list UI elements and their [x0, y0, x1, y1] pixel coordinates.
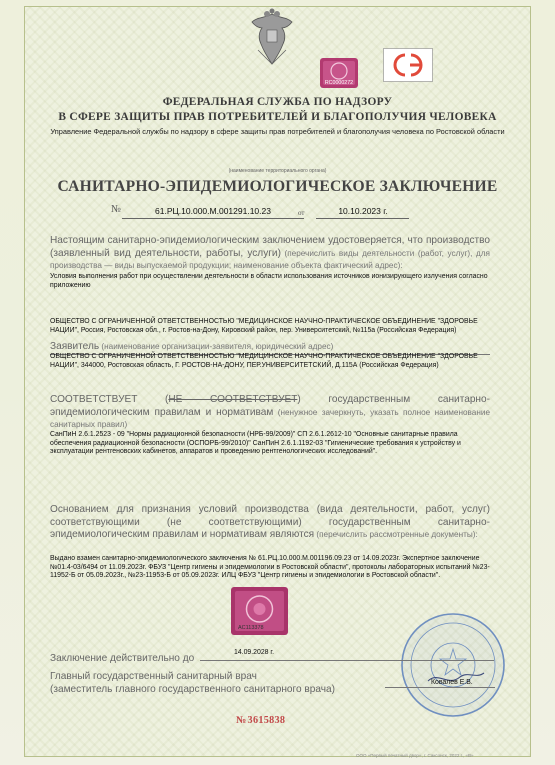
serial-sign: №	[236, 715, 247, 726]
validity-underline	[200, 660, 494, 661]
date-label: от	[298, 209, 305, 217]
activity-description: Условия выполнения работ при осуществлении деятельности в области использования источников ионизирующего излучения согласно приложению	[50, 273, 488, 289]
official-stamp-icon	[398, 609, 508, 721]
number-label: №	[111, 204, 122, 215]
agency-title-line1: ФЕДЕРАЛЬНАЯ СЛУЖБА ПО НАДЗОРУ	[162, 96, 393, 108]
sanitary-norms: СанПиН 2.6.1.2523 - 09 "Нормы радиационной безопасности (НРБ-99/2009)" СП 2.6.1.2612-10 "Основные санитарные правила обеспечения радиационной безопасности (ОСПОРБ-99/2010)" СанПиН 2.6.1.1192-03 "Гигиенические требования к устройству и эксплуатации рентгеновских кабинетов, аппаратов и проведению рентгенологических исследований".	[50, 431, 461, 456]
serial-value: 3615838	[247, 715, 286, 726]
hologram-sticker-code: AC113378	[238, 625, 264, 631]
hologram-seal-icon	[320, 58, 358, 88]
supporting-documents: Выдано взамен санитарно-эпидемиологического заключения № 61.РЦ.10.000.М.001196.09.23 от 14.09.2023г. Экспертное заключение №01.4-03/6494 от 11.09.2023г. ФБУЗ "Центр гигиены и эпидемиологии в Ростовской области", протоколы лабораторных испытаний №23-11952-Б от 05.09.2023г., №23-11953-Б от 05.09.2023г. ИЛЦ ФБУЗ "Центр гигиены и эпидемиологии в Ростовской области".	[50, 555, 490, 580]
basis-text: Основанием для признания условий производства (вида деятельности, работ, услуг) соответствующими (не соответствующими) государственным санитарно-эпидемиологическим правилам и нормативам являются	[50, 504, 490, 540]
chief-title-line2: (заместитель главного государственного санитарного врача)	[50, 683, 335, 695]
validity-label: Заключение действительно до	[50, 653, 195, 664]
document-date: 10.10.2023 г.	[338, 206, 388, 216]
intro-hint: (перечислить виды деятельности (работ, услуг), для производства — виды выпускаемой продукции; наименование объекта фактический адрес):	[50, 248, 490, 270]
number-underline	[122, 218, 304, 219]
chief-title-line1: Главный государственный санитарный врач	[50, 671, 257, 682]
object-organization: ОБЩЕСТВО С ОГРАНИЧЕННОЙ ОТВЕТСТВЕННОСТЬЮ "МЕДИЦИНСКОЕ НАУЧНО-ПРАКТИЧЕСКОЕ ОБЪЕДИНЕНИЕ "ЗДОРОВЬЕ НАЦИИ", Россия, Ростовская обл., г. Ростов-на-Дону, Кировский район, пер. Университетский, №115а (Российская Федерация)	[50, 318, 478, 334]
validity-date: 14.09.2028 г.	[234, 649, 274, 656]
signature-line	[385, 687, 495, 688]
date-underline	[316, 218, 409, 219]
agency-title	[40, 95, 515, 125]
document-title: САНИТАРНО-ЭПИДЕМИОЛОГИЧЕСКОЕ ЗАКЛЮЧЕНИЕ	[57, 178, 498, 195]
basis-statement	[50, 504, 490, 542]
signer-name: Ковалев Е.В.	[431, 679, 473, 686]
intro-text: Настоящим санитарно-эпидемиологическим заключением удостоверяется, что производство (заявленный вид деятельности, работы, услуги)	[50, 235, 490, 259]
applicant-organization: ОБЩЕСТВО С ОГРАНИЧЕННОЙ ОТВЕТСТВЕННОСТЬЮ "МЕДИЦИНСКОЕ НАУЧНО-ПРАКТИЧЕСКОЕ ОБЪЕДИНЕНИЕ "ЗДОРОВЬЕ НАЦИИ", 344000, Ростовская область, Г. РОСТОВ-НА-ДОНУ, ПЕР.УНИВЕРСИТЕТСКИЙ, Д.115А (Российская Федерация)	[50, 353, 478, 369]
conform-struck: НЕ СООТВЕТСТВУЕТ	[168, 394, 298, 405]
basis-hint: (перечислить рассмотренные документы):	[314, 530, 478, 539]
certification-logo-icon	[383, 48, 433, 82]
chief-doctor-title	[50, 671, 370, 696]
territorial-body: Управление Федеральной службы по надзору в сфере защиты прав потребителей и благополучия человека по Ростовской области	[50, 127, 505, 136]
applicant-hint: (наименование организации-заявителя, юридический адрес)	[99, 342, 334, 351]
conform-hint: (ненужное зачеркнуть, указать полное наименование санитарных правил)	[50, 407, 490, 429]
intro-statement	[50, 235, 490, 273]
printer-note: ООО «Первый печатный двор», г. Саксонск, 2022 г., «В»	[356, 753, 474, 758]
agency-title-line2: В СФЕРЕ ЗАЩИТЫ ПРАВ ПОТРЕБИТЕЛЕЙ И БЛАГОПОЛУЧИЯ ЧЕЛОВЕКА	[58, 111, 497, 123]
state-emblem-icon	[243, 8, 301, 70]
serial-number	[236, 715, 285, 726]
applicant-label: Заявитель	[50, 341, 100, 352]
hologram-code: RC0000272	[324, 80, 354, 86]
conform-prefix: СООТВЕТСТВУЕТ (	[50, 394, 169, 405]
document-number: 61.РЦ.10.000.М.001291.10.23	[155, 206, 271, 216]
conform-suffix: ) государственным санитарно-эпидемиологическим правилам и нормативам	[50, 394, 490, 418]
territorial-body-caption: (наименование территориального органа)	[228, 168, 327, 174]
conformity-statement	[50, 394, 490, 432]
